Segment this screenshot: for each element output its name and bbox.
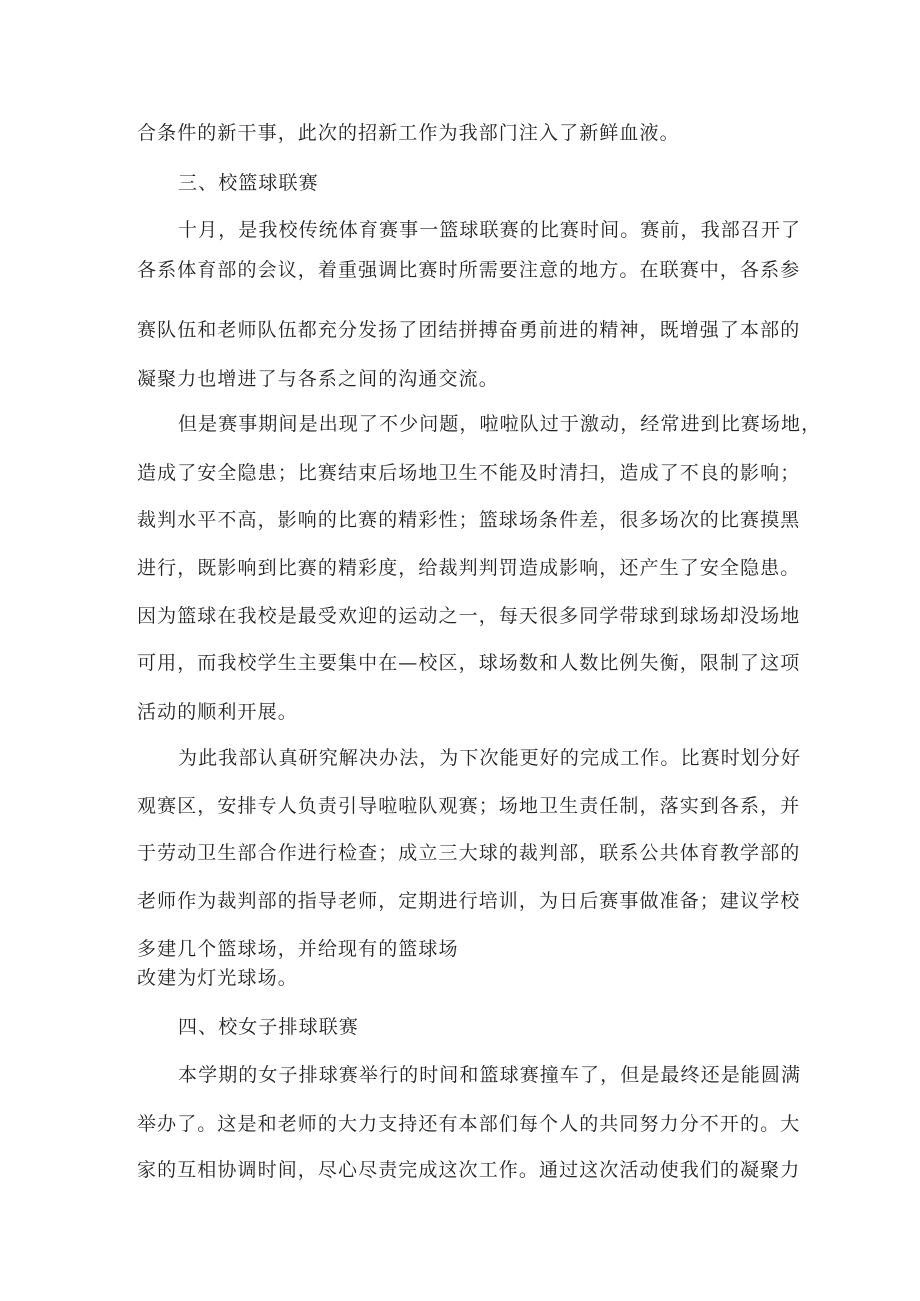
text-line: 进行，既影响到比赛的精彩度，给裁判判罚造成影响，还产生了安全隐患。 [137, 557, 801, 579]
text-line: 合条件的新干事，此次的招新工作为我部门注入了新鲜血液。 [137, 122, 680, 144]
section-heading: 三、校篮球联赛 [178, 172, 319, 194]
text-line: 多建几个篮球场，并给现有的篮球场 [137, 938, 459, 960]
text-line: 于劳动卫生部合作进行检查；成立三大球的裁判部，联系公共体育教学部的 [137, 842, 801, 864]
text-line: 本学期的女子排球赛举行的时间和篮球赛撞车了，但是最终还是能圆满 [178, 1064, 802, 1086]
text-line: 观赛区，安排专人负责引导啦啦队观赛；场地卫生责任制，落实到各系，并 [137, 795, 801, 817]
text-line: 活动的顺利开展。 [137, 701, 298, 723]
text-line: 各系体育部的会议，着重强调比赛时所需要注意的地方。在联赛中，各系参 [137, 259, 801, 281]
text-line: 凝聚力也增进了与各系之间的沟通交流。 [137, 368, 499, 390]
text-line: 为此我部认真研究解决办法，为下次能更好的完成工作。比赛时划分好 [178, 747, 802, 769]
section-heading: 四、校女子排球联赛 [178, 1016, 359, 1038]
text-line: 家的互相协调时间，尽心尽责完成这次工作。通过这次活动使我们的凝聚力 [137, 1159, 801, 1181]
text-line: 改建为灯光球场。 [137, 967, 298, 989]
text-line: 造成了安全隐患；比赛结束后场地卫生不能及时清扫，造成了不良的影响； [137, 462, 801, 484]
text-line: 举办了。这是和老师的大力支持还有本部们每个人的共同努力分不开的。大 [137, 1113, 801, 1135]
text-line: 因为篮球在我校是最受欢迎的运动之一，每天很多同学带球到球场却没场地 [137, 605, 801, 627]
text-line: 可用，而我校学生主要集中在—校区，球场数和人数比例失衡，限制了这项 [137, 652, 801, 674]
text-line: 裁判水平不高，影响的比赛的精彩性；篮球场条件差，很多场次的比赛摸黑 [137, 509, 801, 531]
text-line: 赛队伍和老师队伍都充分发扬了团结拼搏奋勇前进的精神，既增强了本部的 [137, 319, 801, 341]
text-line: 但是赛事期间是出现了不少问题，啦啦队过于激动，经常进到比赛场地， [178, 413, 822, 435]
text-line: 老师作为裁判部的指导老师，定期进行培训，为日后赛事做准备；建议学校 [137, 890, 801, 912]
text-line: 十月，是我校传统体育赛事一篮球联赛的比赛时间。赛前，我部召开了 [178, 219, 802, 241]
